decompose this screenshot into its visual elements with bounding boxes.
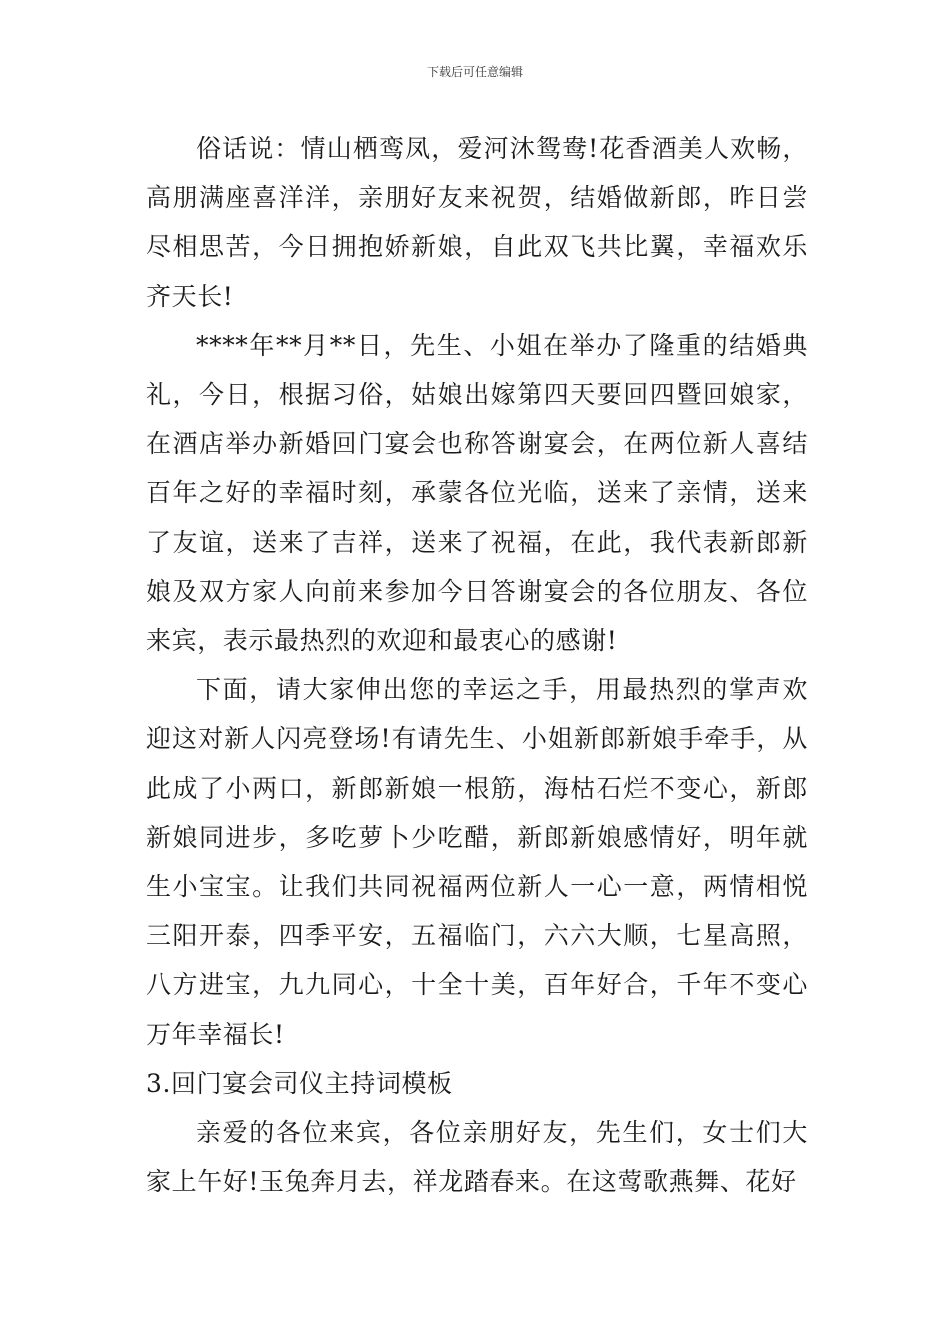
paragraph-blessings: 下面，请大家伸出您的幸运之手，用最热烈的掌声欢迎这对新人闪亮登场!有请先生、小姐新郎新娘手牵手，从此成了小两口，新郎新娘一根筋，海枯石烂不变心，新郎新娘同进步，多吃萝卜少吃醋，新郎新娘感情好，明年就生小宝宝。让我们共同祝福两位新人一心一意，两情相悦三阳开泰，四季平安，五福临门，六六大顺，七星高照，八方进宝，九九同心，十全十美，百年好合，千年不变心万年幸福长! [146, 675, 808, 1049]
paragraph-thanks: ****年**月**日，先生、小姐在举办了隆重的结婚典礼，今日，根据习俗，姑娘出嫁第四天要回四暨回娘家，在酒店举办新婚回门宴会也称答谢宴会，在两位新人喜结百年之好的幸福时刻，承蒙各位光临，送来了亲情，送来了友谊，送来了吉祥，送来了祝福，在此，我代表新郎新娘及双方家人向前来参加今日答谢宴会的各位朋友、各位来宾，表示最热烈的欢迎和最衷心的感谢! [146, 330, 808, 656]
paragraph-opening-verse: 俗话说：情山栖鸾凤，爱河沐鸳鸯!花香酒美人欢畅，高朋满座喜洋洋，亲朋好友来祝贺，结婚做新郎，昨日尝尽相思苦，今日拥抱娇新娘，自此双飞共比翼，幸福欢乐齐天长! [146, 134, 808, 311]
paragraph-greeting: 亲爱的各位来宾，各位亲朋好友，先生们，女士们大家上午好!玉兔奔月去，祥龙踏春来。在这莺歌燕舞、花好 [146, 1118, 808, 1197]
document-body [146, 124, 808, 1206]
section-heading: 3.回门宴会司仪主持词模板 [146, 1068, 453, 1098]
page-header-note: 下载后可任意编辑 [426, 65, 523, 79]
